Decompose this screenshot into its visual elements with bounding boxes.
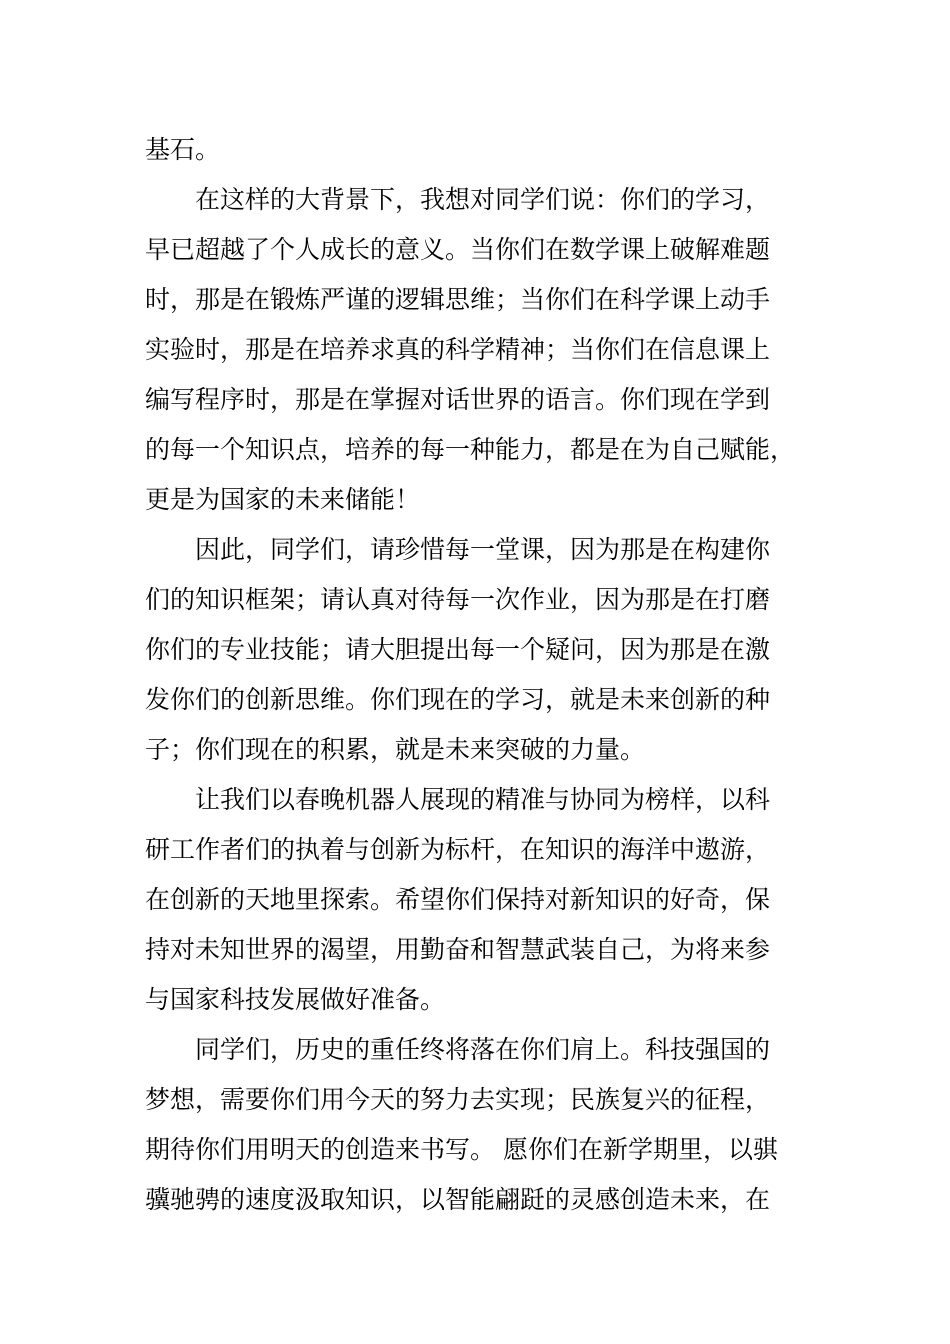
text-line: 更是为国家的未来储能！ [145, 485, 421, 514]
text-line: 骥驰骋的速度汲取知识，以智能翩跹的灵感创造未来，在 [145, 1185, 771, 1214]
text-line: 持对未知世界的渴望，用勤奋和智慧武装自己，为将来参 [145, 935, 771, 964]
paragraph-start-line: 同学们，历史的重任终将落在你们肩上。科技强国的 [195, 1035, 771, 1064]
text-line: 编写程序时，那是在掌握对话世界的语言。你们现在学到 [145, 385, 771, 414]
text-line: 时，那是在锻炼严谨的逻辑思维；当你们在科学课上动手 [145, 285, 771, 314]
text-line: 梦想，需要你们用今天的努力去实现；民族复兴的征程， [145, 1085, 771, 1114]
text-line: 的每一个知识点，培养的每一种能力，都是在为自己赋能， [145, 435, 796, 464]
body-text [145, 125, 815, 1225]
text-line: 研工作者们的执着与创新为标杆，在知识的海洋中遨游， [145, 835, 771, 864]
text-line: 期待你们用明天的创造来书写。 愿你们在新学期里，以骐 [145, 1135, 778, 1164]
text-line: 你们的专业技能；请大胆提出每一个疑问，因为那是在激 [145, 635, 771, 664]
text-line: 在创新的天地里探索。希望你们保持对新知识的好奇，保 [145, 885, 771, 914]
paragraph-start-line: 让我们以春晚机器人展现的精准与协同为榜样，以科 [195, 785, 771, 814]
text-line: 子；你们现在的积累，就是未来突破的力量。 [145, 735, 646, 764]
text-line: 基石。 [145, 135, 221, 164]
text-line: 实验时，那是在培养求真的科学精神；当你们在信息课上 [145, 335, 771, 364]
text-line: 早已超越了个人成长的意义。当你们在数学课上破解难题 [145, 235, 771, 264]
text-line: 与国家科技发展做好准备。 [145, 985, 446, 1014]
text-line: 们的知识框架；请认真对待每一次作业，因为那是在打磨 [145, 585, 771, 614]
text-line: 发你们的创新思维。你们现在的学习，就是未来创新的种 [145, 685, 771, 714]
paragraph-start-line: 在这样的大背景下，我想对同学们说：你们的学习， [195, 185, 771, 214]
paragraph-start-line: 因此，同学们，请珍惜每一堂课，因为那是在构建你 [195, 535, 771, 564]
